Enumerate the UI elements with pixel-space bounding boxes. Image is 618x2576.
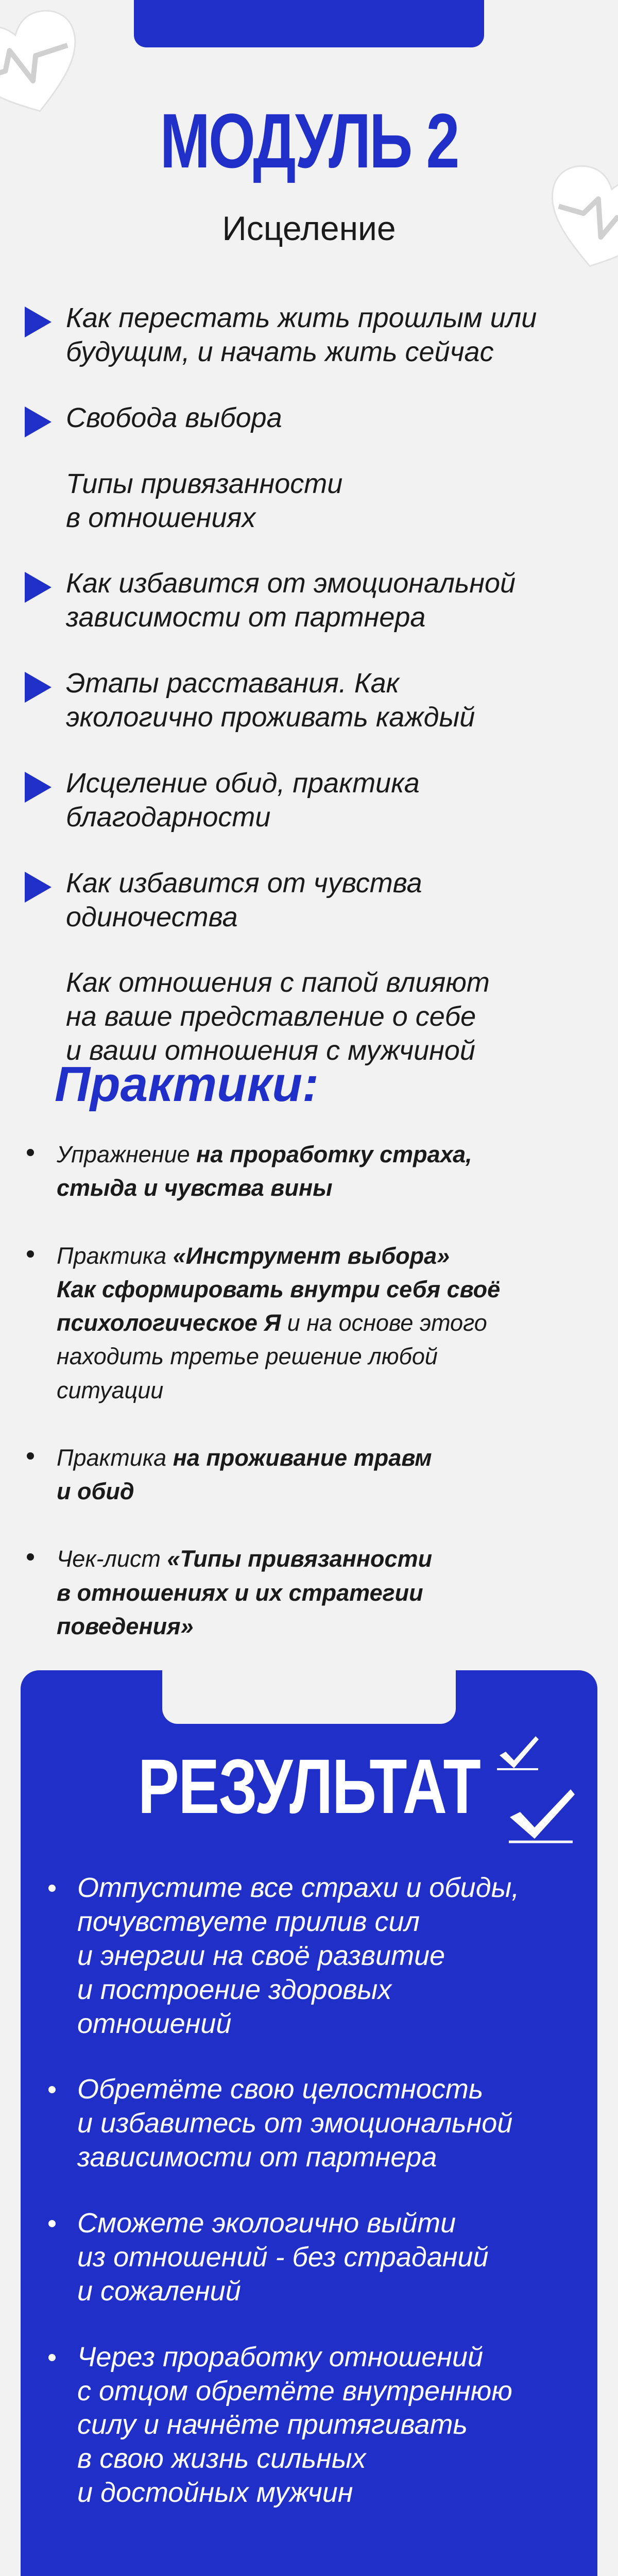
practice-text: Практика на проживание травм и обид <box>57 1444 432 1504</box>
practice-item <box>21 1138 603 1205</box>
module-subtitle: Исцеление <box>222 209 396 247</box>
bullet-dot <box>48 2220 56 2227</box>
checkmark-icon <box>494 1732 541 1773</box>
practice-item <box>21 1542 603 1643</box>
topic-list <box>25 301 602 1100</box>
bullet-dot <box>27 1250 34 1258</box>
topic-text: Этапы расставания. Как экологично проживать каждый <box>66 668 475 733</box>
result-text: Сможете экологично выйти из отношений - без страданий и сожалений <box>77 2208 489 2307</box>
topic-text: Как перестать жить прошлым или будущим, и начать жить сейчас <box>66 302 537 367</box>
arrow-bullet-icon <box>25 406 52 437</box>
bullet-dot <box>27 1553 34 1561</box>
topic-text: Как избавится от эмоциональной зависимости от партнера <box>66 568 516 633</box>
top-decorative-tab <box>134 0 484 47</box>
topic-item <box>25 401 602 435</box>
topic-text: Как отношения с папой влияют на ваше представление о себе и ваши отношения с мужчиной <box>66 967 490 1066</box>
practice-text: Упражнение на проработку страха, стыда и чувства вины <box>57 1141 472 1201</box>
topic-item <box>25 767 602 835</box>
arrow-bullet-icon <box>25 307 52 337</box>
topic-text: Исцеление обид, практика благодарности <box>66 767 420 833</box>
bullet-dot <box>48 2086 56 2093</box>
result-item <box>46 2207 587 2309</box>
topic-text: Типы привязанности в отношениях <box>66 468 343 533</box>
bullet-dot <box>27 1149 34 1156</box>
result-panel-tab <box>162 1670 456 1724</box>
result-text: Через проработку отношений с отцом обретёте внутреннюю силу и начнёте притягивать в свою жизнь сильных и достойных мужчин <box>77 2341 512 2509</box>
arrow-bullet-icon <box>25 872 52 903</box>
topic-item <box>25 301 602 369</box>
practice-item <box>21 1441 603 1509</box>
module-title: МОДУЛЬ 2 <box>160 97 458 184</box>
result-list <box>46 1871 587 2542</box>
bullet-dot <box>48 1885 56 1892</box>
practices-list <box>21 1138 603 1677</box>
result-panel <box>21 1670 597 2576</box>
topic-item <box>25 467 602 535</box>
topic-item <box>25 966 602 1068</box>
arrow-bullet-icon <box>25 572 52 603</box>
result-title: РЕЗУЛЬТАТ <box>138 1743 480 1829</box>
topic-text: Как избавится от чувства одиночества <box>66 867 422 933</box>
practice-text: Чек-лист «Типы привязанности в отношениях и их стратегии поведения» <box>57 1546 433 1639</box>
result-text: Отпустите все страхи и обиды, почувствуете прилив сил и энергии на своё развитие и построение здоровых отношений <box>77 1872 520 2039</box>
practice-item <box>21 1239 603 1407</box>
topic-text: Свобода выбора <box>66 402 282 433</box>
bullet-dot <box>48 2354 56 2361</box>
arrow-bullet-icon <box>25 672 52 703</box>
practices-heading: Практики: <box>55 1057 319 1112</box>
result-text: Обретёте свою целостность и избавитесь от эмоциональной зависимости от партнера <box>77 2074 513 2173</box>
bullet-dot <box>27 1452 34 1460</box>
result-item <box>46 1871 587 2041</box>
result-item <box>46 2341 587 2510</box>
checkmark-icon <box>505 1786 577 1845</box>
topic-item <box>25 567 602 635</box>
result-item <box>46 2073 587 2175</box>
practice-text: Практика «Инструмент выбора» Как сформировать внутри себя своё психологическое Я и на основе этого находить третье решение любой ситуации <box>57 1242 501 1403</box>
topic-item <box>25 867 602 935</box>
arrow-bullet-icon <box>25 772 52 803</box>
topic-item <box>25 667 602 735</box>
